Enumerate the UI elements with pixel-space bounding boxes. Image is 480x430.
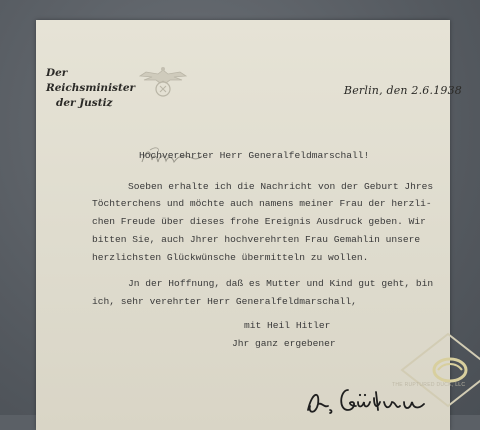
letterhead-line1: Der Reichsminister <box>46 67 136 94</box>
paragraph-line: ich, sehr verehrter Herr Generalfeldmarschall, <box>92 296 357 307</box>
salutation: Hochverehrter Herr Generalfeldmarschall! <box>139 150 370 161</box>
paragraph-line: bitten Sie, auch Jhrer hochverehrten Frau Gemahlin unsere <box>92 234 421 245</box>
paragraph-line: Soeben erhalte ich die Nachricht von der Geburt Jhres <box>128 181 434 192</box>
paragraph-line: Töchterchens und möchte auch namens meiner Frau der herzli- <box>92 198 432 209</box>
paragraph-line: Jn der Hoffnung, daß es Mutter und Kind gut geht, bin <box>128 278 434 289</box>
closing-line: mit Heil Hitler <box>244 320 331 331</box>
letterhead <box>46 66 136 111</box>
closing-line: Jhr ganz ergebener <box>232 338 336 349</box>
letterhead-line2: der Justiz <box>56 97 113 109</box>
watermark-logo <box>398 330 480 410</box>
eagle-emblem-icon <box>138 64 188 100</box>
paragraph-line: herzlichsten Glückwünsche übermitteln zu wollen. <box>92 252 369 263</box>
paragraph-line: chen Freude über dieses frohe Ereignis Ausdruck geben. Wir <box>92 216 426 227</box>
date-line: Berlin, den 2.6.1938 <box>343 84 462 97</box>
watermark-text: THE RUPTURED DUCK, LLC <box>392 382 466 388</box>
